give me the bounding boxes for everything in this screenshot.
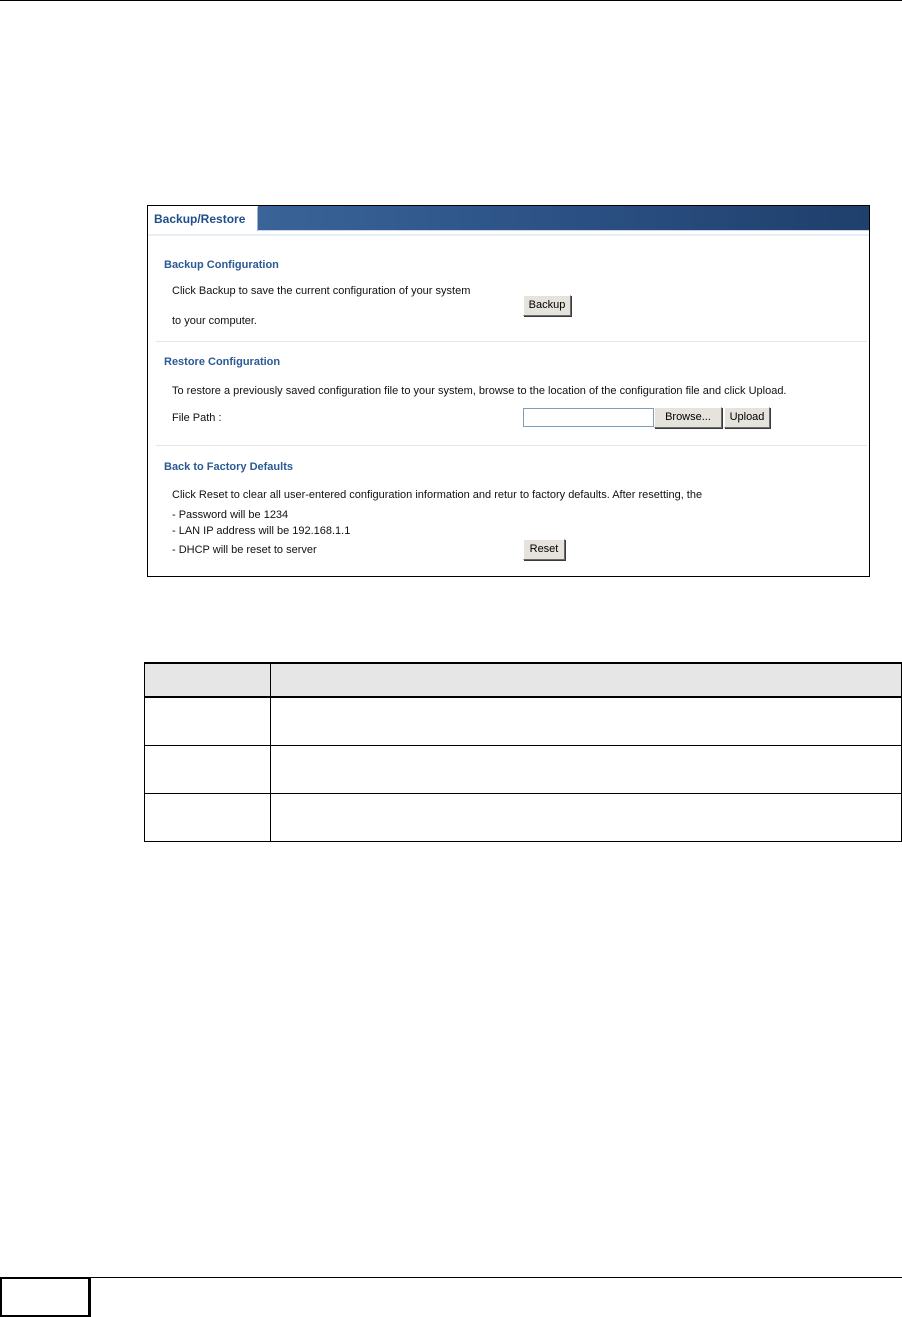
restore-description: To restore a previously saved configuration file to your system, browse to the location of the configuration file and click Upload. — [172, 385, 787, 397]
table-cell — [271, 697, 902, 746]
footer-rule — [91, 1277, 902, 1278]
backup-section-title: Backup Configuration — [164, 259, 279, 271]
tab-underline — [148, 234, 869, 236]
factory-section-title: Back to Factory Defaults — [164, 461, 293, 473]
table-cell — [145, 794, 271, 842]
tab-backup-restore[interactable]: Backup/Restore — [148, 206, 258, 231]
table-header-cell — [145, 663, 271, 697]
section-divider — [156, 445, 867, 446]
factory-description: Click Reset to clear all user-entered configuration information and retur to factory defaults. After resetting, the — [172, 489, 703, 501]
table-row — [145, 794, 902, 842]
reset-button[interactable]: Reset — [523, 539, 565, 560]
page-number-box — [0, 1277, 91, 1317]
table-row — [145, 697, 902, 746]
table-row — [145, 746, 902, 794]
backup-description-line2: to your computer. — [172, 315, 257, 327]
backup-restore-panel — [147, 205, 870, 577]
file-path-input[interactable] — [523, 408, 654, 427]
table-cell — [271, 746, 902, 794]
upload-button[interactable]: Upload — [724, 407, 770, 428]
factory-item-password: - Password will be 1234 — [172, 509, 289, 521]
table-header-cell — [271, 663, 902, 697]
factory-item-lan-ip: - LAN IP address will be 192.168.1.1 — [172, 525, 351, 537]
factory-item-dhcp: - DHCP will be reset to server — [172, 544, 317, 556]
top-rule — [0, 0, 902, 1]
table-header-row — [145, 663, 902, 697]
table-cell — [271, 794, 902, 842]
backup-button[interactable]: Backup — [523, 295, 571, 316]
label-description-table — [144, 662, 902, 842]
table-cell — [145, 746, 271, 794]
backup-description-line1: Click Backup to save the current configuration of your system — [172, 285, 471, 297]
table-cell — [145, 697, 271, 746]
restore-section-title: Restore Configuration — [164, 356, 281, 368]
browse-button[interactable]: Browse... — [654, 407, 722, 428]
section-divider — [156, 341, 867, 342]
tab-bar — [148, 206, 869, 231]
file-path-label: File Path : — [172, 412, 222, 424]
